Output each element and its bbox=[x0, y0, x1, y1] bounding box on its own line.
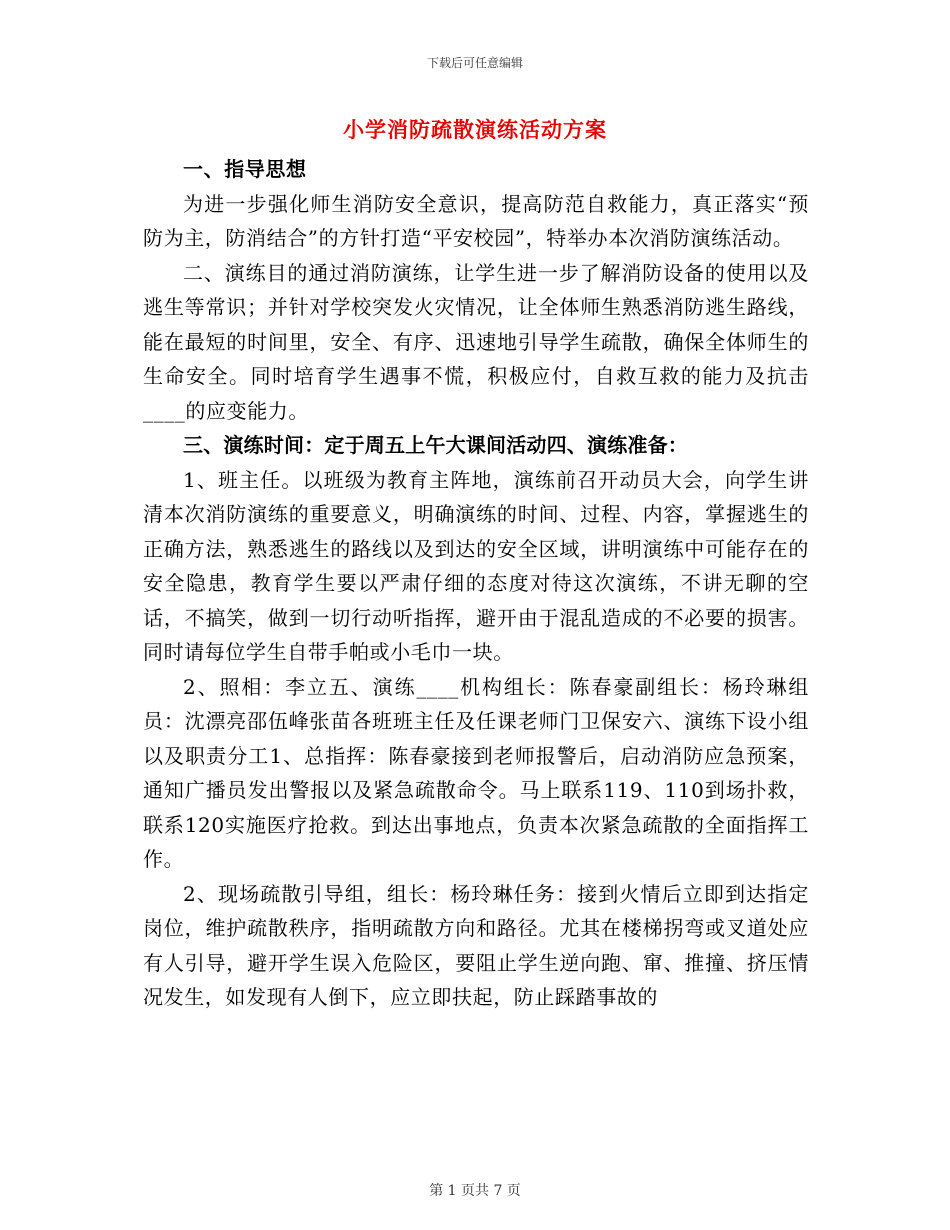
page-header-note: 下载后可任意编辑 bbox=[426, 56, 523, 70]
paragraph-drill-purpose: 二、演练目的通过消防演练，让学生进一步了解消防设备的使用以及逃生等常识；并针对学校突发火灾情况，让全体师生熟悉消防逃生路线，能在最短的时间里，安全、有序、迅速地引导学生疏散，确保全体师生的生命安全。同时培育学生遇事不慌，积极应付，自救互救的能力及抗击____的应变能力。 bbox=[143, 260, 809, 423]
paragraph-evacuation-guide: 2、现场疏散引导组，组长：杨玲琳任务：接到火情后立即到达指定岗位，维护疏散秩序，指明疏散方向和路径。尤其在楼梯拐弯或叉道处应有人引导，避开学生误入危险区，要阻止学生逆向跑、窜、推撞、挤压情况发生，如发现有人倒下，应立即扶起，防止踩踏事故的 bbox=[143, 881, 809, 1009]
section-heading-drill-time: 三、演练时间：定于周五上午大课间活动四、演练准备： bbox=[183, 433, 688, 457]
paragraph-guiding-ideology: 为进一步强化师生消防安全意识，提高防范自救能力，真正落实“预防为主，防消结合”的方针打造“平安校园”，特举办本次消防演练活动。 bbox=[143, 191, 809, 250]
paragraph-head-teacher: 1、班主任。以班级为教育主阵地，演练前召开动员大会，向学生讲清本次消防演练的重要意义，明确演练的时间、过程、内容，掌握逃生的正确方法，熟悉逃生的路线以及到达的安全区域，讲明演练中可能存在的安全隐患，教育学生要以严肃仔细的态度对待这次演练，不讲无聊的空话，不搞笑，做到一切行动听指挥，避开由于混乱造成的不必要的损害。同时请每位学生自带手帕或小毛巾一块。 bbox=[143, 467, 809, 664]
page-number: 第 1 页共 7 页 bbox=[429, 1183, 521, 1199]
document-body bbox=[143, 152, 809, 1015]
paragraph-organization: 2、照相：李立五、演练____机构组长：陈春豪副组长：杨玲琳组员：沈漂亮邵伍峰张苗各班班主任及任课老师门卫保安六、演练下设小组以及职责分工1、总指挥：陈春豪接到老师报警后，启动消防应急预案，通知广播员发出警报以及紧急疏散命令。马上联系119、110到场扑救，联系120实施医疗抢救。到达出事地点，负责本次紧急疏散的全面指挥工作。 bbox=[143, 674, 809, 871]
section-heading-guiding-ideology: 一、指导思想 bbox=[183, 157, 307, 181]
document-title: 小学消防疏散演练活动方案 bbox=[343, 117, 607, 142]
